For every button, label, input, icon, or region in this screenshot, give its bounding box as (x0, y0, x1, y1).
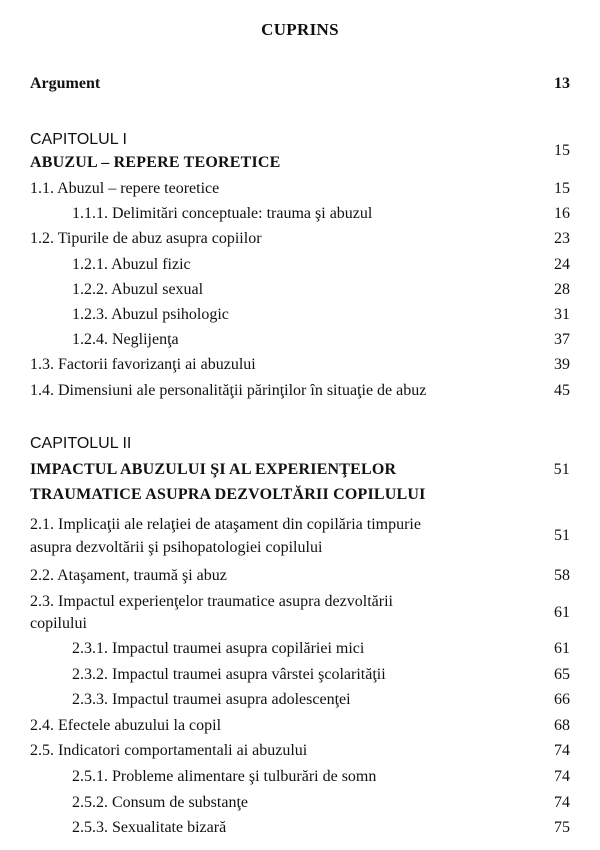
entry-text: 1.4. Dimensiuni ale personalităţii părinţilor în situaţie de abuz (30, 381, 427, 399)
entry-text: 1.3. Factorii favorizanţi ai abuzului (30, 356, 256, 374)
entry-text: 2.3.3. Impactul traumei asupra adolescenţei (72, 691, 351, 709)
entry-page: 23 (554, 230, 570, 248)
entry-page: 58 (554, 567, 570, 584)
chapter-page: 15 (554, 142, 570, 159)
entry-text: 2.5. Indicatori comportamentali ai abuzului (30, 742, 308, 760)
entry-text: 1.2.1. Abuzul fizic (72, 255, 191, 273)
entry-text: Argument (30, 75, 101, 92)
entry-text: 1.1.1. Delimitări conceptuale: trauma şi abuzul (72, 205, 373, 223)
entry-page: 74 (554, 742, 570, 760)
entry-page: 61 (554, 604, 570, 621)
chapter-title-line2: TRAUMATICE ASUPRA DEZVOLTĂRII COPILULUI (30, 486, 426, 503)
entry-text: 2.3.1. Impactul traumei asupra copilăriei mici (72, 640, 365, 657)
chapter-label: CAPITOLUL I (30, 131, 127, 148)
entry-text: 1.2.2. Abuzul sexual (72, 280, 204, 298)
entry-page: 74 (554, 793, 570, 811)
chapter-title: ABUZUL – REPERE TEORETICE (30, 154, 281, 171)
entry-page: 16 (554, 205, 570, 223)
entry-page: 37 (554, 331, 570, 349)
page-title: CUPRINS (261, 20, 339, 39)
entry-text: 2.3. Impactul experienţelor traumatice asupra dezvoltării (30, 593, 393, 610)
entry-text: 2.4. Efectele abuzului la copil (30, 716, 222, 734)
entry-page: 65 (554, 665, 570, 683)
entry-page: 28 (554, 280, 570, 298)
entry-text: 2.3.2. Impactul traumei asupra vârstei şcolarităţii (72, 665, 386, 683)
entry-text: 1.2. Tipurile de abuz asupra copiilor (30, 230, 262, 248)
entry-page: 75 (554, 819, 570, 837)
entry-text: 2.5.3. Sexualitate bizară (72, 819, 227, 837)
entry-page: 51 (554, 527, 570, 544)
entry-page: 39 (554, 356, 570, 374)
entry-page: 15 (554, 180, 570, 197)
entry-text: 2.5.1. Probleme alimentare şi tulburări de somn (72, 768, 377, 785)
entry-page: 68 (554, 716, 570, 734)
entry-text: copilului (30, 615, 87, 632)
entry-text: 1.1. Abuzul – repere teoretice (30, 180, 220, 197)
chapter-title-line1: IMPACTUL ABUZULUI ŞI AL EXPERIENŢELOR (30, 461, 397, 478)
entry-page: 24 (554, 255, 570, 273)
chapter-label: CAPITOLUL II (30, 435, 132, 452)
entry-text: 1.2.3. Abuzul psihologic (72, 306, 229, 323)
entry-page: 13 (554, 75, 570, 92)
entry-text: 2.2. Ataşament, traumă şi abuz (30, 567, 227, 584)
entry-page: 31 (554, 306, 570, 323)
chapter-page: 51 (553, 461, 570, 478)
entry-page: 74 (554, 768, 570, 785)
entry-text: 2.1. Implicaţii ale relaţiei de ataşament din copilăria timpurie (30, 516, 421, 533)
entry-text: 1.2.4. Neglijenţa (72, 331, 179, 349)
entry-page: 66 (554, 691, 570, 709)
entry-text: 2.5.2. Consum de substanţe (72, 793, 248, 811)
entry-page: 45 (554, 381, 570, 399)
entry-text: asupra dezvoltării şi psihopatologiei copilului (30, 539, 323, 556)
entry-page: 61 (554, 640, 570, 657)
